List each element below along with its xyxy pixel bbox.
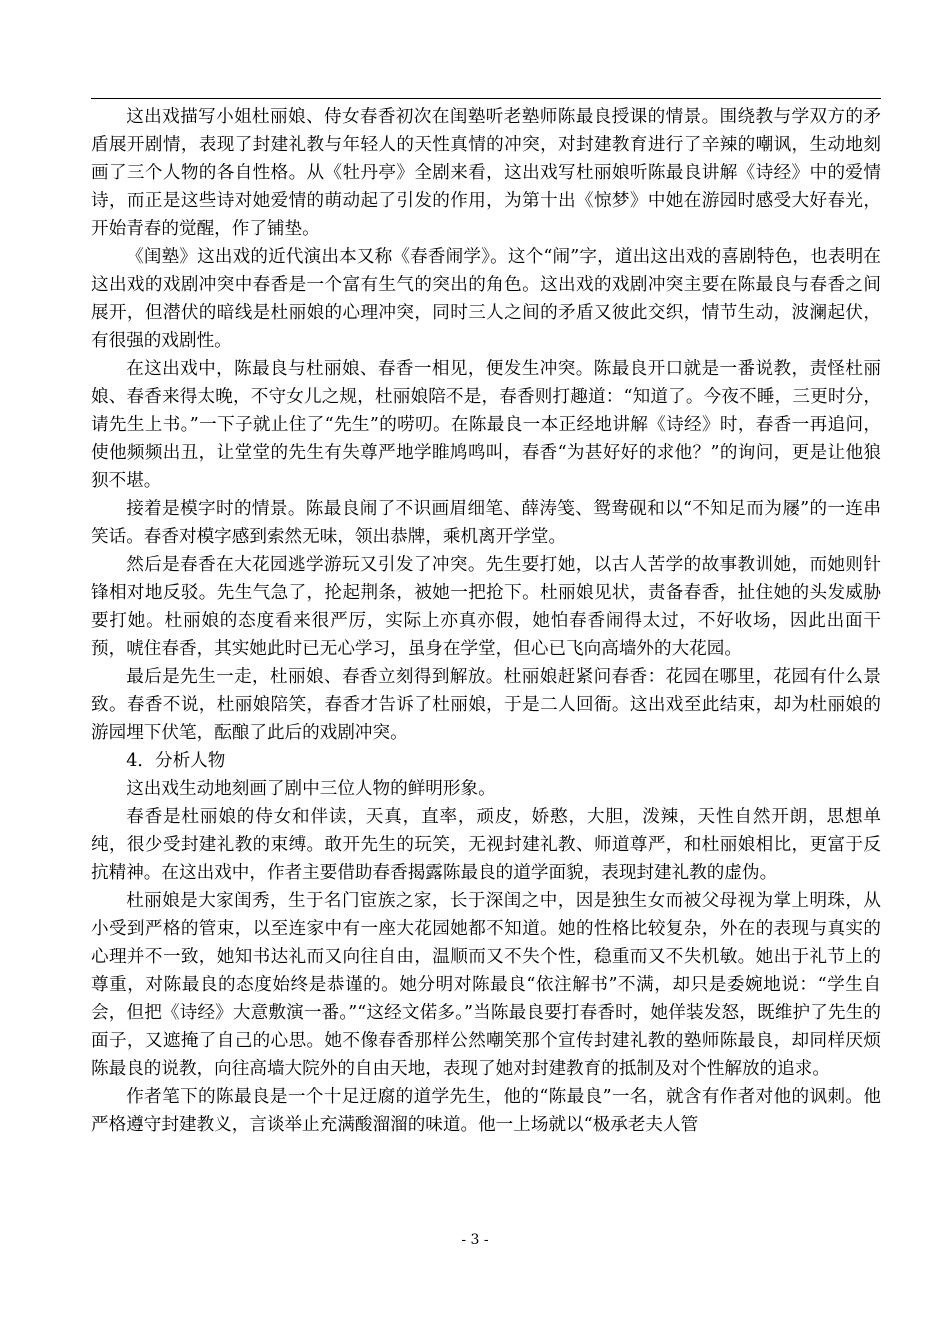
paragraph: 作者笔下的陈最良是一个十足迂腐的道学先生，他的“陈最良”一名，就含有作者对他的讽刺。他严格遵守封建教义，言谈举止充满酸溜溜的味道。他一上场就以“极承老夫人管 [91,1087,881,1135]
section-heading: 4．分析人物 [126,751,226,771]
paragraph: 这出戏描写小姐杜丽娘、侍女春香初次在闺塾听老塾师陈最良授课的情景。围绕教与学双方的矛盾展开剧情，表现了封建礼教与年轻人的天性真情的冲突，对封建教育进行了辛辣的嘲讽，生动地刻画了三个人物的各自性格。从《牡丹亭》全剧来看，这出戏写杜丽娘听陈最良讲解《诗经》中的爱情诗，而正是这些诗对她爱情的萌动起了引发的作用，为第十出《惊梦》中她在游园时感受大好春光，开始青春的觉醒，作了铺垫。 [91,107,881,239]
header-rule [91,98,881,99]
document-body [91,103,881,1139]
paragraph: 这出戏生动地刻画了剧中三位人物的鲜明形象。 [126,779,496,799]
paragraph: 杜丽娘是大家闺秀，生于名门宦族之家，长于深闺之中，因是独生女而被父母视为掌上明珠，从小受到严格的管束，以至连家中有一座大花园她都不知道。她的性格比较复杂，外在的表现与真实的心理并不一致，她知书达礼而又向往自由，温顺而又不失个性，稳重而又不失机敏。她出于礼节上的尊重，对陈最良的态度始终是恭谨的。她分明对陈最良“依注解书”不满，却只是委婉地说：“学生自会，但把《诗经》大意敷演一番。”“这经文偌多。”当陈最良要打春香时，她佯装发怒，既维护了先生的面子，又遮掩了自己的心思。她不像春香那样公然嘲笑那个宣传封建礼教的塾师陈最良，却同样厌烦陈最良的说教，向往高墙大院外的自由天地，表现了她对封建教育的抵制及对个性解放的追求。 [91,891,881,1079]
page-number: - 3 - [461,1232,489,1248]
paragraph: 《闺塾》这出戏的近代演出本又称《春香闹学》。这个“闹”字，道出这出戏的喜剧特色，也表明在这出戏的戏剧冲突中春香是一个富有生气的突出的角色。这出戏的戏剧冲突主要在陈最良与春香之间展开，但潜伏的暗线是杜丽娘的心理冲突，同时三人之间的矛盾又彼此交织，情节生动，波澜起伏，有很强的戏剧性。 [91,247,881,351]
paragraph: 春香是杜丽娘的侍女和伴读，天真，直率，顽皮，娇憨，大胆，泼辣，天性自然开朗，思想单纯，很少受封建礼教的束缚。敢开先生的玩笑，无视封建礼教、师道尊严，和杜丽娘相比，更富于反抗精神。在这出戏中，作者主要借助春香揭露陈最良的道学面貌，表现封建礼教的虚伪。 [91,807,881,883]
paragraph: 接着是模字时的情景。陈最良闹了不识画眉细笔、薛涛笺、鸳鸯砚和以“不知足而为屦”的一连串笑话。春香对模字感到索然无味，领出恭牌，乘机离开学堂。 [91,499,881,547]
paragraph: 在这出戏中，陈最良与杜丽娘、春香一相见，便发生冲突。陈最良开口就是一番说教，责怪杜丽娘、春香来得太晚，不守女儿之规，杜丽娘陪不是，春香则打趣道：“知道了。今夜不睡，三更时分，请先生上书。”一下子就止住了“先生”的唠叨。在陈最良一本正经地讲解《诗经》时，春香一再追问，使他频频出丑，让堂堂的先生有失尊严地学睢鸠鸣叫，春香“为甚好好的求他？”的询问，更是让他狼狈不堪。 [91,359,881,491]
paragraph: 最后是先生一走，杜丽娘、春香立刻得到解放。杜丽娘赶紧问春香：花园在哪里，花园有什么景致。春香不说，杜丽娘陪笑，春香才告诉了杜丽娘，于是二人回衙。这出戏至此结束，却为杜丽娘的游园埋下伏笔，酝酿了此后的戏剧冲突。 [91,667,881,743]
paragraph: 然后是春香在大花园逃学游玩又引发了冲突。先生要打她，以古人苦学的故事教训她，而她则针锋相对地反驳。先生气急了，抡起荆条，被她一把抢下。杜丽娘见状，责备春香，扯住她的头发威胁要打她。杜丽娘的态度看来很严厉，实际上亦真亦假，她怕春香闹得太过，不好收场，因此出面干预，唬住春香，其实她此时已无心学习，虽身在学堂，但心已飞向高墙外的大花园。 [91,555,881,659]
